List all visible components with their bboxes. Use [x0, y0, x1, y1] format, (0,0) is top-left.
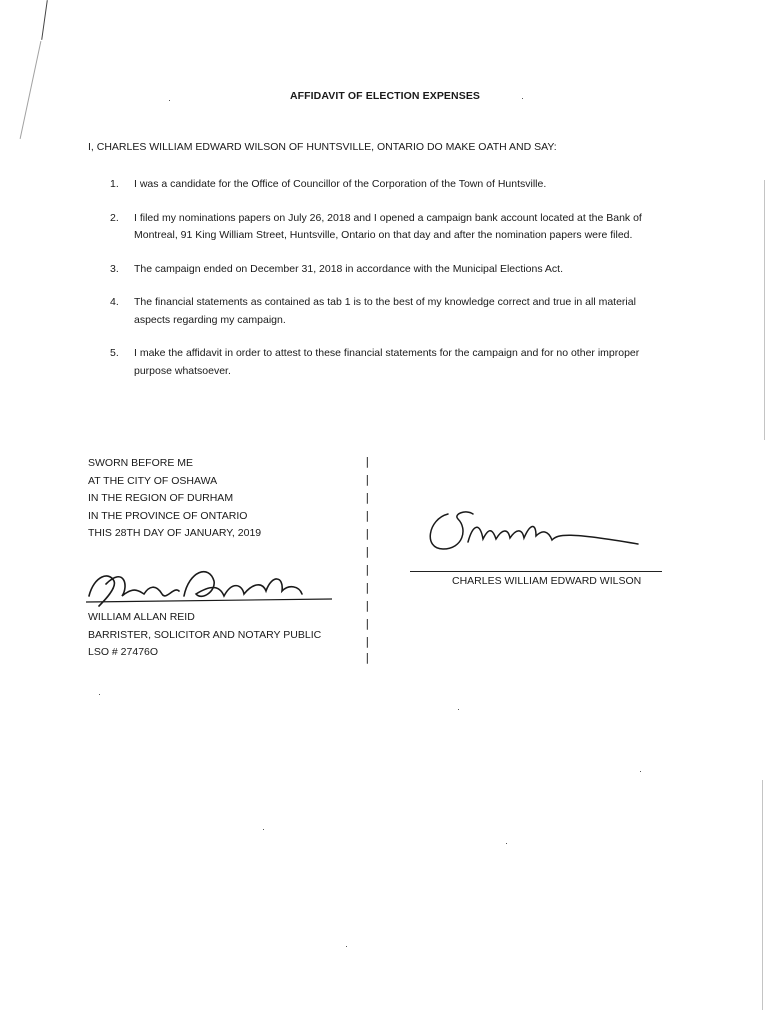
- item-number: 4.: [110, 296, 119, 308]
- jurat-line: AT THE CITY OF OSHAWA: [88, 474, 218, 487]
- deponent-name: CHARLES WILLIAM EDWARD WILSON: [452, 575, 642, 587]
- jurat-line: SWORN BEFORE ME: [88, 457, 194, 469]
- commissioner-lso: LSO # 27476O: [88, 646, 159, 658]
- divider-mark: |: [364, 473, 371, 486]
- divider-mark: |: [364, 651, 371, 664]
- scan-speck: [263, 829, 264, 830]
- divider-mark: |: [364, 599, 371, 612]
- divider-mark: |: [364, 617, 371, 630]
- item-text: The campaign ended on December 31, 2018 in accordance with the Municipal Elections Act.: [134, 262, 564, 275]
- item-text: I make the affidavit in order to attest to these financial statements for the campaign and for no other improper purpose whatsoever.: [134, 347, 640, 377]
- signature-line: [410, 571, 662, 572]
- divider-mark: |: [364, 509, 371, 522]
- list-item: [110, 345, 670, 380]
- scan-speck: [522, 98, 523, 99]
- list-item: [110, 261, 670, 279]
- scan-speck: [640, 771, 641, 772]
- commissioner-signature: [84, 556, 334, 616]
- jurat-line: THIS 28TH DAY OF JANUARY, 2019: [88, 527, 262, 539]
- commissioner-name: WILLIAM ALLAN REID: [88, 611, 195, 623]
- list-item: [110, 294, 670, 329]
- affidavit-items: [110, 176, 670, 396]
- item-number: 2.: [110, 211, 119, 224]
- divider-mark: |: [364, 545, 371, 558]
- document-title: AFFIDAVIT OF ELECTION EXPENSES: [289, 90, 481, 102]
- commissioner-block: [88, 609, 321, 662]
- divider-mark: |: [364, 635, 371, 648]
- scan-speck: [506, 843, 507, 844]
- jurat-line: IN THE REGION OF DURHAM: [88, 492, 234, 504]
- scan-speck: [99, 694, 100, 695]
- scan-speck: [169, 100, 170, 101]
- scan-speck: [458, 709, 459, 710]
- list-item: [110, 176, 670, 194]
- divider-mark: |: [364, 455, 371, 468]
- list-item: [110, 210, 670, 245]
- divider-mark: |: [364, 581, 371, 594]
- jurat-block: [88, 455, 261, 543]
- item-number: 1.: [110, 178, 119, 190]
- item-text: I filed my nominations papers on July 26, 2018 and I opened a campaign bank account located at the Bank of Montreal, 91 King William Street, Huntsville, Ontario on that day and after the nomination papers were filed.: [134, 211, 642, 241]
- item-number: 3.: [110, 262, 119, 275]
- divider-mark: |: [364, 491, 371, 504]
- item-text: I was a candidate for the Office of Councillor of the Corporation of the Town of Huntsville.: [134, 178, 547, 190]
- item-text: The financial statements as contained as tab 1 is to the best of my knowledge correct and true in all material aspects regarding my campaign.: [134, 296, 636, 326]
- item-number: 5.: [110, 347, 119, 359]
- scan-speck: [764, 180, 765, 440]
- scan-artifact: [41, 0, 48, 40]
- jurat-line: IN THE PROVINCE OF ONTARIO: [88, 509, 248, 522]
- scan-speck: [762, 780, 763, 1010]
- deponent-signature: [418, 494, 648, 564]
- intro-statement: I, CHARLES WILLIAM EDWARD WILSON OF HUNTSVILLE, ONTARIO DO MAKE OATH AND SAY:: [88, 141, 557, 153]
- divider-mark: |: [364, 527, 371, 540]
- scan-speck: [346, 946, 347, 947]
- commissioner-title: BARRISTER, SOLICITOR AND NOTARY PUBLIC: [88, 628, 322, 641]
- divider-mark: |: [364, 563, 371, 576]
